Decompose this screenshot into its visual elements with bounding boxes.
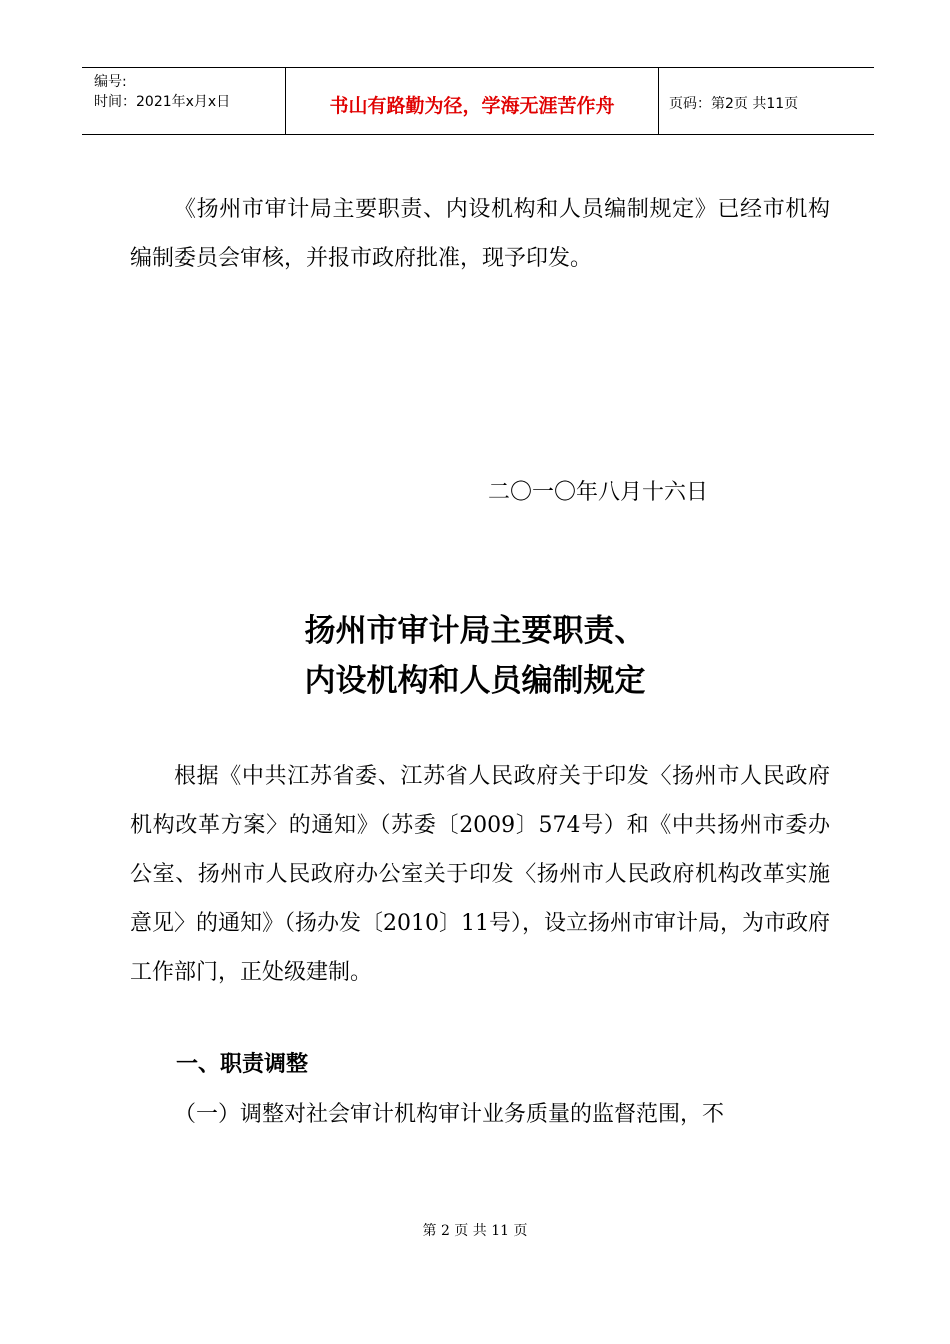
header-motto: 书山有路勤为径，学海无涯苦作舟	[286, 68, 659, 134]
intro-paragraph: 《扬州市审计局主要职责、内设机构和人员编制规定》已经市机构编制委员会审核，并报市政府批准，现予印发。	[130, 197, 830, 271]
document-date: 二〇一〇年八月十六日	[488, 480, 709, 505]
page-footer: 第 2 页 共 11 页	[422, 1223, 528, 1239]
section-heading: 一、职责调整	[176, 1052, 309, 1077]
title-line-2: 内设机构和人员编制规定	[304, 663, 646, 699]
item-paragraph: （一）调整对社会审计机构审计业务质量的监督范围，不	[174, 1102, 725, 1127]
page-header	[82, 67, 874, 135]
time-label: 时间：2021年x月x日	[94, 94, 231, 110]
header-meta	[82, 68, 286, 134]
number-label: 编号:	[94, 74, 127, 90]
title-line-1: 扬州市审计局主要职责、	[304, 613, 646, 649]
header-page-info: 页码：第2页 共11页	[669, 96, 799, 112]
body-paragraph: 根据《中共江苏省委、江苏省人民政府关于印发〈扬州市人民政府机构改革方案〉的通知》（苏委〔2009〕574号）和《中共扬州市委办公室、扬州市人民政府办公室关于印发〈扬州市人民政府机构改革实施意见〉的通知》（扬办发〔2010〕11号），设立扬州市审计局，为市政府工作部门，正处级建制。	[130, 764, 830, 985]
